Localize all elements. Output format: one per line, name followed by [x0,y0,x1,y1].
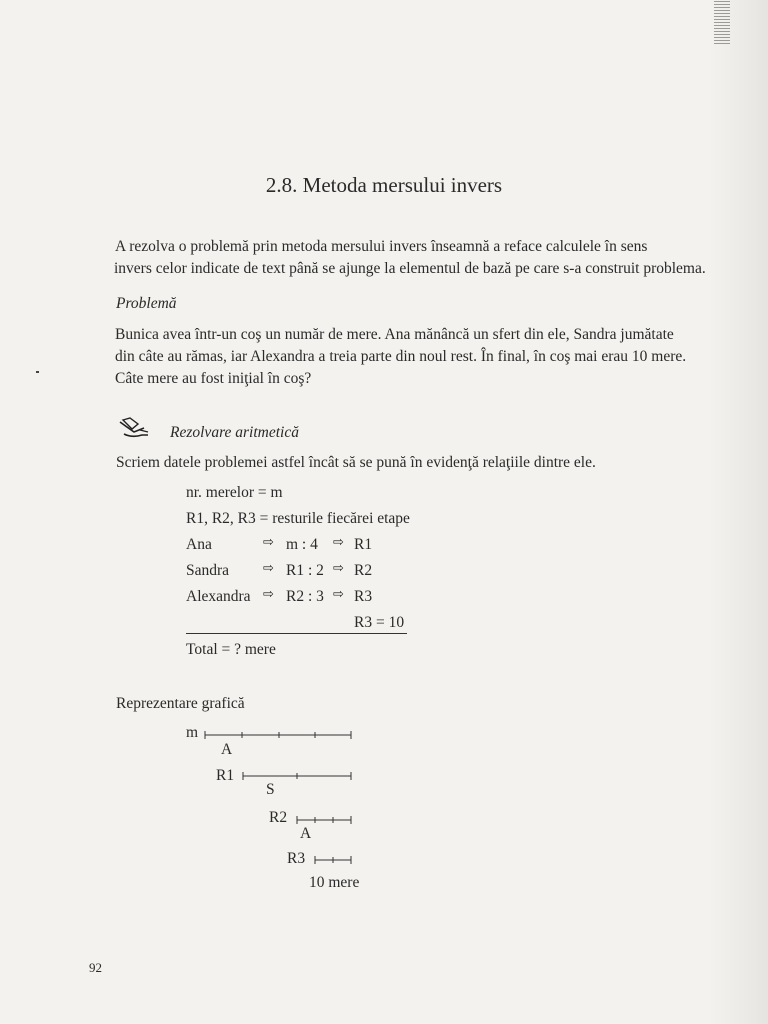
segment-m-label: m [186,724,199,741]
hollow-arrow-icon: ⇨ [263,587,274,602]
step-ana-name: Ana [186,536,212,553]
step-ana-result: R1 [354,536,373,553]
graphic-heading: Reprezentare grafică [116,695,245,712]
hollow-arrow-icon: ⇨ [263,561,274,576]
step-alexandra-result: R3 [354,588,373,605]
solution-intro: Scriem datele problemei astfel încât să se pună în evidenţă relaţiile dintre ele. [116,454,596,471]
segment-r2-below: A [300,825,312,842]
data-rests: R1, R2, R3 = resturile fiecărei etape [186,510,410,527]
intro-line-2: invers celor indicate de text până se ajunge la elementul de bază pe care s-a construit problema. [114,260,706,277]
problem-line-2: din câte au rămas, iar Alexandra a treia parte din noul rest. În final, în coş mai erau 10 mere. [115,348,687,365]
segment-r2-label: R2 [269,809,288,826]
page-number: 92 [89,960,102,975]
data-apples: nr. merelor = m [186,484,283,501]
segment-r3-below: 10 mere [309,874,360,891]
final-value: R3 = 10 [354,614,405,631]
segment-r1-below: S [266,781,275,798]
problem-line-3: Câte mere au fost iniţial în coş? [115,370,312,387]
segment-r1-label: R1 [216,767,235,784]
step-alexandra-op: R2 : 3 [286,588,324,605]
section-title: 2.8. Metoda mersului invers [265,173,503,197]
segment-m-below: A [221,741,233,758]
hollow-arrow-icon: ⇨ [333,535,344,550]
total-line: Total = ? mere [186,641,276,658]
solution-heading: Rezolvare aritmetică [170,424,299,441]
step-sandra-name: Sandra [186,562,230,579]
hollow-arrow-icon: ⇨ [263,535,274,550]
problem-heading: Problemă [116,295,177,312]
step-alexandra-name: Alexandra [186,588,251,605]
problem-line-1: Bunica avea într-un coş un număr de mere. Ana mănâncă un sfert din ele, Sandra jumătate [115,326,674,343]
step-sandra-result: R2 [354,562,373,579]
segment-r3-label: R3 [287,850,306,867]
hollow-arrow-icon: ⇨ [333,587,344,602]
hollow-arrow-icon: ⇨ [333,561,344,576]
intro-line-1: A rezolva o problemă prin metoda mersului invers înseamnă a reface calculele în sens [115,238,648,255]
step-ana-op: m : 4 [286,536,318,553]
step-sandra-op: R1 : 2 [286,562,324,579]
